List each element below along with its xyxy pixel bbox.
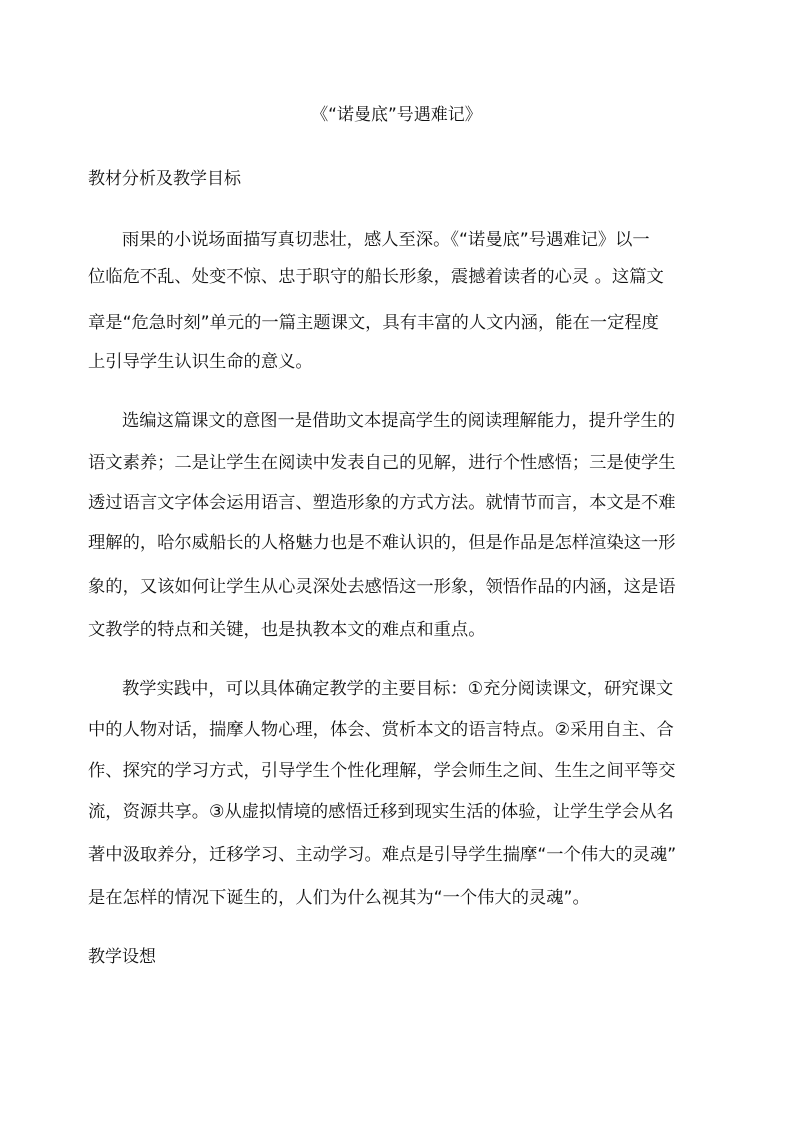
- paragraph-line: 教学实践中，可以具体确定教学的主要目标：①充分阅读课文，研究课文: [122, 679, 674, 699]
- paragraph-line: 章是“危急时刻”单元的一篇主题课文，具有丰富的人文内涵，能在一定程度: [88, 313, 659, 333]
- section-heading-design: 教学设想: [88, 947, 156, 967]
- paragraph-line: 中的人物对话，揣摩人物心理，体会、赏析本文的语言特点。②采用自主、合: [88, 720, 674, 740]
- paragraph-line: 象的，又该如何让学生从心灵深处去感悟这一形象，领悟作品的内涵，这是语: [88, 577, 676, 597]
- paragraph-line: 文教学的特点和关键，也是执教本文的难点和重点。: [88, 620, 486, 640]
- paragraph-line: 选编这篇课文的意图一是借助文本提高学生的阅读理解能力，提升学生的: [122, 411, 676, 431]
- paragraph-line: 语文素养；二是让学生在阅读中发表自己的见解，进行个性感悟；三是使学生: [88, 453, 676, 473]
- paragraph-line: 著中汲取养分，迁移学习、主动学习。难点是引导学生揣摩“一个伟大的灵魂”: [88, 845, 677, 865]
- section-heading-analysis: 教材分析及教学目标: [88, 169, 241, 189]
- paragraph-line: 透过语言文字体会运用语言、塑造形象的方式方法。就情节而言，本文是不难: [88, 493, 676, 513]
- paragraph-line: 是在怎样的情况下诞生的，人们为什么视其为“一个伟大的灵魂”。: [88, 888, 590, 908]
- document-title: 《“诺曼底”号遇难记》: [311, 105, 482, 125]
- paragraph-line: 上引导学生认识生命的意义。: [88, 352, 313, 372]
- paragraph-line: 位临危不乱、处变不惊、忠于职守的船长形象，震撼着读者的心灵 。这篇文: [88, 267, 664, 287]
- paragraph-line: 理解的，哈尔威船长的人格魅力也是不难认识的，但是作品是怎样渲染这一形: [88, 533, 676, 553]
- paragraph-line: 雨果的小说场面描写真切悲壮，感人至深。《“诺曼底”号遇难记》以一: [122, 230, 650, 250]
- paragraph-line: 流，资源共享。③从虚拟情境的感悟迁移到现实生活的体验，让学生学会从名: [88, 802, 674, 822]
- paragraph-line: 作、探究的学习方式，引导学生个性化理解，学会师生之间、生生之间平等交: [88, 761, 676, 781]
